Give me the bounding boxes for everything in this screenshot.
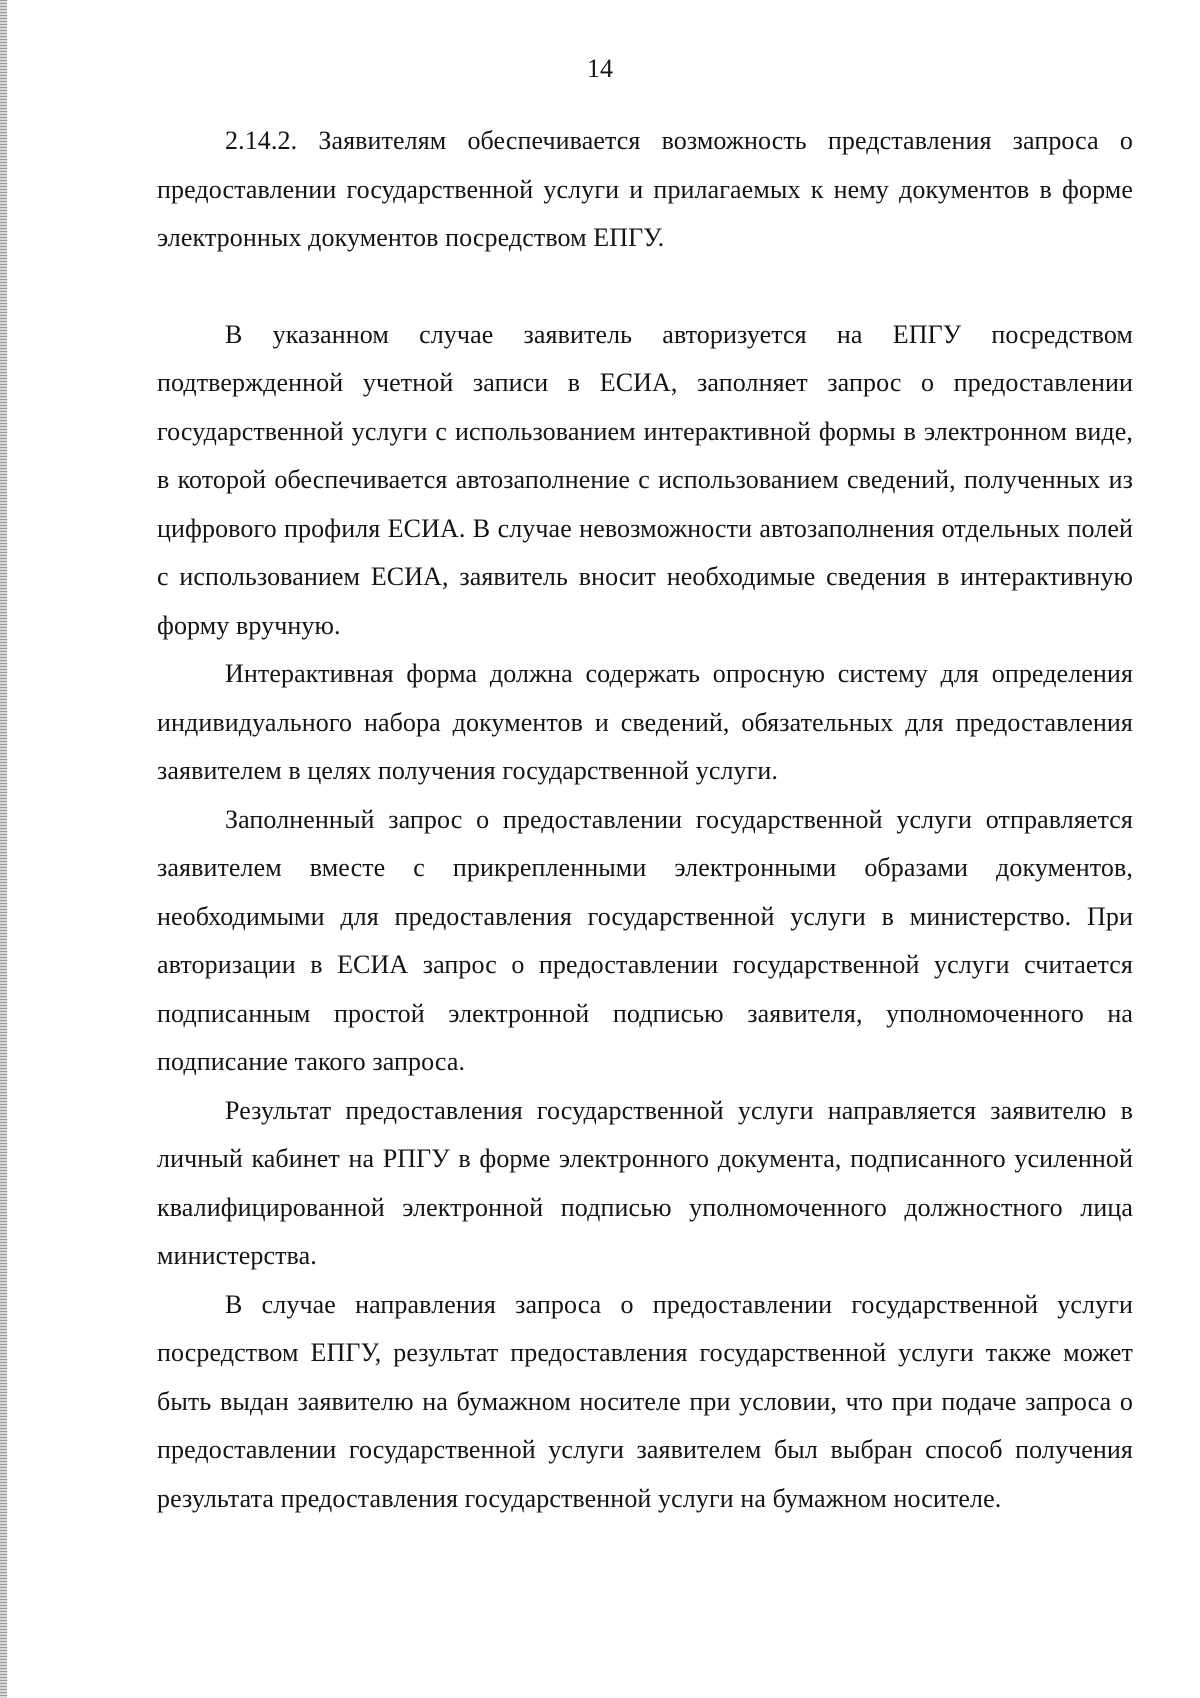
paragraph-2-14-2: 2.14.2. Заявителям обеспечивается возможность представления запроса о предоставлении государственной услуги и прилагаемых к нему документов в форме электронных документов посредством ЕПГУ.	[157, 126, 1133, 252]
document-body	[157, 117, 1133, 1523]
paragraph-filled-request: Заполненный запрос о предоставлении государственной услуги отправляется заявителем вместе с прикрепленными электронными образами документов, необходимыми для предоставления государственной услуги в министерство. При авторизации в ЕСИА запрос о предоставлении государственной услуги считается подписанным простой электронной подписью заявителя, уполномоченного на подписание такого запроса.	[157, 804, 1133, 1076]
paragraph-paper-result: В случае направления запроса о предоставлении государственной услуги посредством ЕПГУ, результат предоставления государственной услуги также может быть выдан заявителю на бумажном носителе при условии, что при подаче запроса о предоставлении государственной услуги заявителем был выбран способ получения результата предоставления государственной услуги на бумажном носителе.	[157, 1289, 1133, 1513]
paragraph-interactive-form: Интерактивная форма должна содержать опросную систему для определения индивидуального набора документов и сведений, обязательных для предоставления заявителем в целях получения государственной услуги.	[157, 659, 1133, 785]
page-number: 14	[587, 54, 613, 83]
paragraph-authorization: В указанном случае заявитель авторизуется на ЕПГУ посредством подтвержденной учетной записи в ЕСИА, заполняет запрос о предоставлении государственной услуги с использованием интерактивной формы в электронном виде, в которой обеспечивается автозаполнение с использованием сведений, полученных из цифрового профиля ЕСИА. В случае невозможности автозаполнения отдельных полей с использованием ЕСИА, заявитель вносит необходимые сведения в интерактивную форму вручную.	[157, 319, 1133, 640]
scan-edge	[0, 0, 7, 1698]
paragraph-result: Результат предоставления государственной услуги направляется заявителю в личный кабинет на РПГУ в форме электронного документа, подписанного усиленной квалифицированной электронной подписью уполномоченного должностного лица министерства.	[157, 1095, 1133, 1270]
